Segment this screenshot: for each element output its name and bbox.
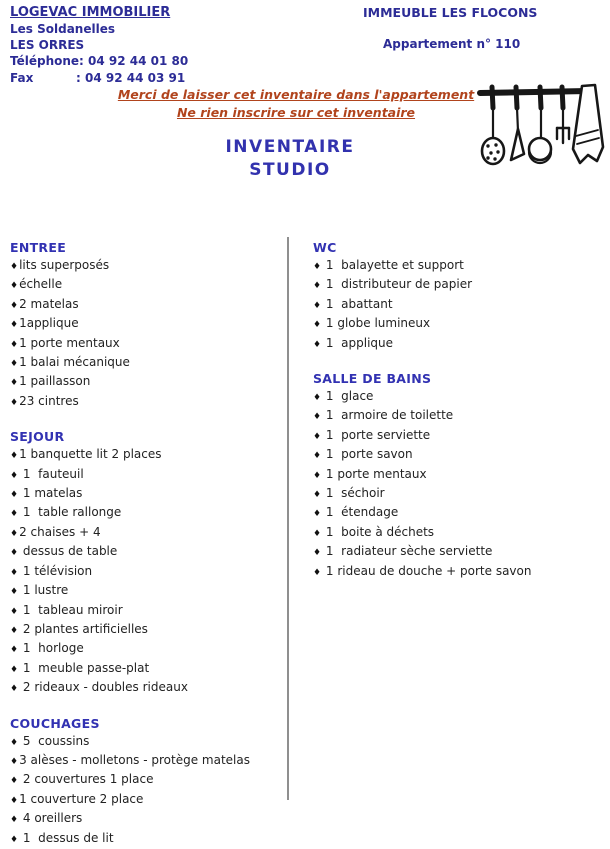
item-text: 2 plantes artificielles <box>19 621 148 636</box>
section-heading: WC <box>313 240 337 255</box>
item-text: 1 meuble passe-plat <box>19 660 150 675</box>
inventory-section <box>10 239 282 412</box>
inventory-item <box>10 810 282 829</box>
inventory-item <box>10 791 282 810</box>
inventory-item <box>313 315 605 334</box>
section-heading: ENTREE <box>10 240 67 255</box>
item-text: 1 porte serviette <box>322 427 431 442</box>
inventory-item <box>10 466 282 485</box>
bullet-icon: ♦ <box>313 431 322 442</box>
inventory-item <box>10 524 282 543</box>
phone-label: Téléphone <box>10 54 80 69</box>
section-heading: SALLE DE BAINS <box>313 371 432 387</box>
item-text: 1 abattant <box>322 296 393 311</box>
inventory-item <box>313 296 605 315</box>
inventory-item <box>10 621 282 640</box>
inventory-item <box>10 602 282 621</box>
item-text: 2 rideaux - doubles rideaux <box>19 680 188 695</box>
inventory-item <box>10 296 282 315</box>
inventory-item <box>313 504 605 523</box>
bullet-icon: ♦ <box>10 756 19 767</box>
inventory-item <box>10 543 282 562</box>
notice-line-2: Ne rien inscrire sur cet inventaire <box>176 104 416 120</box>
item-text: 1 paillasson <box>19 374 91 389</box>
bullet-icon: ♦ <box>313 528 322 539</box>
document-title <box>0 136 580 182</box>
inventory-item <box>313 276 605 295</box>
inventory-item <box>313 335 605 354</box>
bullet-icon: ♦ <box>10 795 19 806</box>
item-text: 1 radiateur sèche serviette <box>322 544 493 559</box>
bullet-icon: ♦ <box>313 412 322 423</box>
inventory-section <box>313 239 605 354</box>
bullet-icon: ♦ <box>313 262 322 272</box>
item-text: 1 rideau de douche + porte savon <box>322 563 532 578</box>
item-text: 1 couverture 2 place <box>19 791 144 806</box>
inventory-item <box>313 485 605 504</box>
item-text: 1 balai mécanique <box>19 355 130 370</box>
item-text: 1 table rallonge <box>19 505 122 520</box>
inventory-item <box>10 315 282 334</box>
item-text: 1 balayette et support <box>322 258 464 272</box>
inventory-column-left <box>10 239 282 849</box>
bullet-icon: ♦ <box>10 397 19 408</box>
notice-line-1: Merci de laisser cet inventaire dans l'appartement <box>117 87 475 102</box>
inventory-item <box>10 257 282 276</box>
bullet-icon: ♦ <box>10 509 19 520</box>
bullet-icon: ♦ <box>10 262 19 272</box>
item-text: 1 distributeur de papier <box>322 277 473 292</box>
bullet-icon: ♦ <box>10 664 19 675</box>
item-text: 23 cintres <box>19 393 79 408</box>
item-text: 1 séchoir <box>322 486 385 501</box>
item-text: 1 fauteuil <box>19 466 84 481</box>
item-text: 2 couvertures 1 place <box>19 772 154 787</box>
inventory-item <box>313 524 605 543</box>
inventory-item <box>313 446 605 465</box>
inventory-item <box>313 543 605 562</box>
item-text: lits superposés <box>19 258 110 272</box>
fax-number: : 04 92 44 03 91 <box>76 70 186 85</box>
building-header <box>363 5 537 51</box>
item-text: 1 étendage <box>322 505 399 520</box>
item-text: dessus de table <box>19 544 118 559</box>
agency-name: LOGEVAC IMMOBILIER <box>10 5 171 20</box>
fax-line <box>10 70 188 86</box>
agency-city: LES ORRES <box>10 38 85 53</box>
bullet-icon: ♦ <box>10 339 19 350</box>
bullet-icon: ♦ <box>313 393 322 404</box>
bullet-icon: ♦ <box>10 281 19 292</box>
bullet-icon: ♦ <box>10 645 19 656</box>
item-text: 2 matelas <box>19 296 79 311</box>
item-text: 1 globe lumineux <box>322 316 431 331</box>
bullet-icon: ♦ <box>10 834 19 845</box>
item-text: 1 dessus de lit <box>19 830 114 845</box>
agency-header <box>10 4 188 86</box>
inventory-item <box>10 679 282 698</box>
bullet-icon: ♦ <box>10 470 19 481</box>
item-text: 1 applique <box>322 335 394 350</box>
bullet-icon: ♦ <box>10 451 19 462</box>
fax-label: Fax <box>10 70 34 85</box>
apartment-number: Appartement n° 110 <box>383 37 521 51</box>
bullet-icon: ♦ <box>313 490 322 501</box>
bullet-icon: ♦ <box>10 490 19 501</box>
item-text: 1 boite à déchets <box>322 524 435 539</box>
phone-line <box>10 53 188 69</box>
inventory-item <box>10 485 282 504</box>
section-heading: COUCHAGES <box>10 715 100 731</box>
title-line-2: STUDIO <box>249 160 331 180</box>
item-text: 1 tableau miroir <box>19 602 123 617</box>
inventory-section <box>313 370 605 582</box>
bullet-icon: ♦ <box>313 470 322 481</box>
item-text: 3 alèses - molletons - protège matelas <box>19 752 250 767</box>
item-text: échelle <box>19 277 63 292</box>
bullet-icon: ♦ <box>313 281 322 292</box>
item-text: 1applique <box>19 316 79 331</box>
title-line-1: INVENTAIRE <box>225 137 355 157</box>
inventory-item <box>10 733 282 752</box>
inventory-item <box>10 563 282 582</box>
item-text: 1 télévision <box>19 563 93 578</box>
bullet-icon: ♦ <box>313 339 322 350</box>
bullet-icon: ♦ <box>10 567 19 578</box>
bullet-icon: ♦ <box>10 378 19 389</box>
bullet-icon: ♦ <box>313 567 322 578</box>
inventory-item <box>10 660 282 679</box>
inventory-item <box>10 830 282 849</box>
bullet-icon: ♦ <box>10 606 19 617</box>
bullet-icon: ♦ <box>313 509 322 520</box>
item-text: 4 oreillers <box>19 811 83 826</box>
inventory-item <box>313 388 605 407</box>
bullet-icon: ♦ <box>10 548 19 559</box>
bullet-icon: ♦ <box>10 815 19 826</box>
bullet-icon: ♦ <box>10 625 19 636</box>
inventory-item <box>10 393 282 412</box>
inventory-item <box>313 407 605 426</box>
inventory-item <box>10 771 282 790</box>
phone-number: : 04 92 44 01 80 <box>79 54 189 69</box>
item-text: 1 matelas <box>19 486 83 501</box>
item-text: 1 porte mentaux <box>322 466 427 481</box>
item-text: 1 lustre <box>19 583 69 598</box>
item-text: 1 horloge <box>19 641 84 656</box>
inventory-item <box>10 504 282 523</box>
inventory-item <box>313 257 605 276</box>
inventory-section <box>10 428 282 698</box>
inventory-section <box>10 715 282 849</box>
bullet-icon: ♦ <box>10 587 19 598</box>
bullet-icon: ♦ <box>313 320 322 331</box>
item-text: 5 coussins <box>19 733 90 748</box>
inventory-item <box>10 276 282 295</box>
bullet-icon: ♦ <box>313 548 322 559</box>
inventory-item <box>10 752 282 771</box>
item-text: 1 glace <box>322 389 374 404</box>
bullet-icon: ♦ <box>10 684 19 695</box>
inventory-item <box>10 582 282 601</box>
agency-residence: Les Soldanelles <box>10 22 115 36</box>
item-text: 1 banquette lit 2 places <box>19 447 162 462</box>
column-divider <box>287 237 289 800</box>
inventory-item <box>313 563 605 582</box>
inventory-item <box>10 446 282 465</box>
inventory-item <box>313 466 605 485</box>
section-heading: SEJOUR <box>10 429 65 445</box>
bullet-icon: ♦ <box>313 300 322 311</box>
bullet-icon: ♦ <box>10 737 19 748</box>
bullet-icon: ♦ <box>10 359 19 370</box>
inventory-item <box>10 373 282 392</box>
inventory-column-right <box>313 239 605 582</box>
bullet-icon: ♦ <box>10 300 19 311</box>
bullet-icon: ♦ <box>10 320 19 331</box>
inventory-item <box>10 335 282 354</box>
bullet-icon: ♦ <box>10 528 19 539</box>
inventory-item <box>313 427 605 446</box>
item-text: 1 armoire de toilette <box>322 408 454 423</box>
building-name: IMMEUBLE LES FLOCONS <box>363 5 538 20</box>
bullet-icon: ♦ <box>313 451 322 462</box>
inventory-item <box>10 640 282 659</box>
item-text: 2 chaises + 4 <box>19 524 101 539</box>
item-text: 1 porte savon <box>322 447 413 462</box>
item-text: 1 porte mentaux <box>19 335 120 350</box>
bullet-icon: ♦ <box>10 776 19 787</box>
inventory-item <box>10 354 282 373</box>
